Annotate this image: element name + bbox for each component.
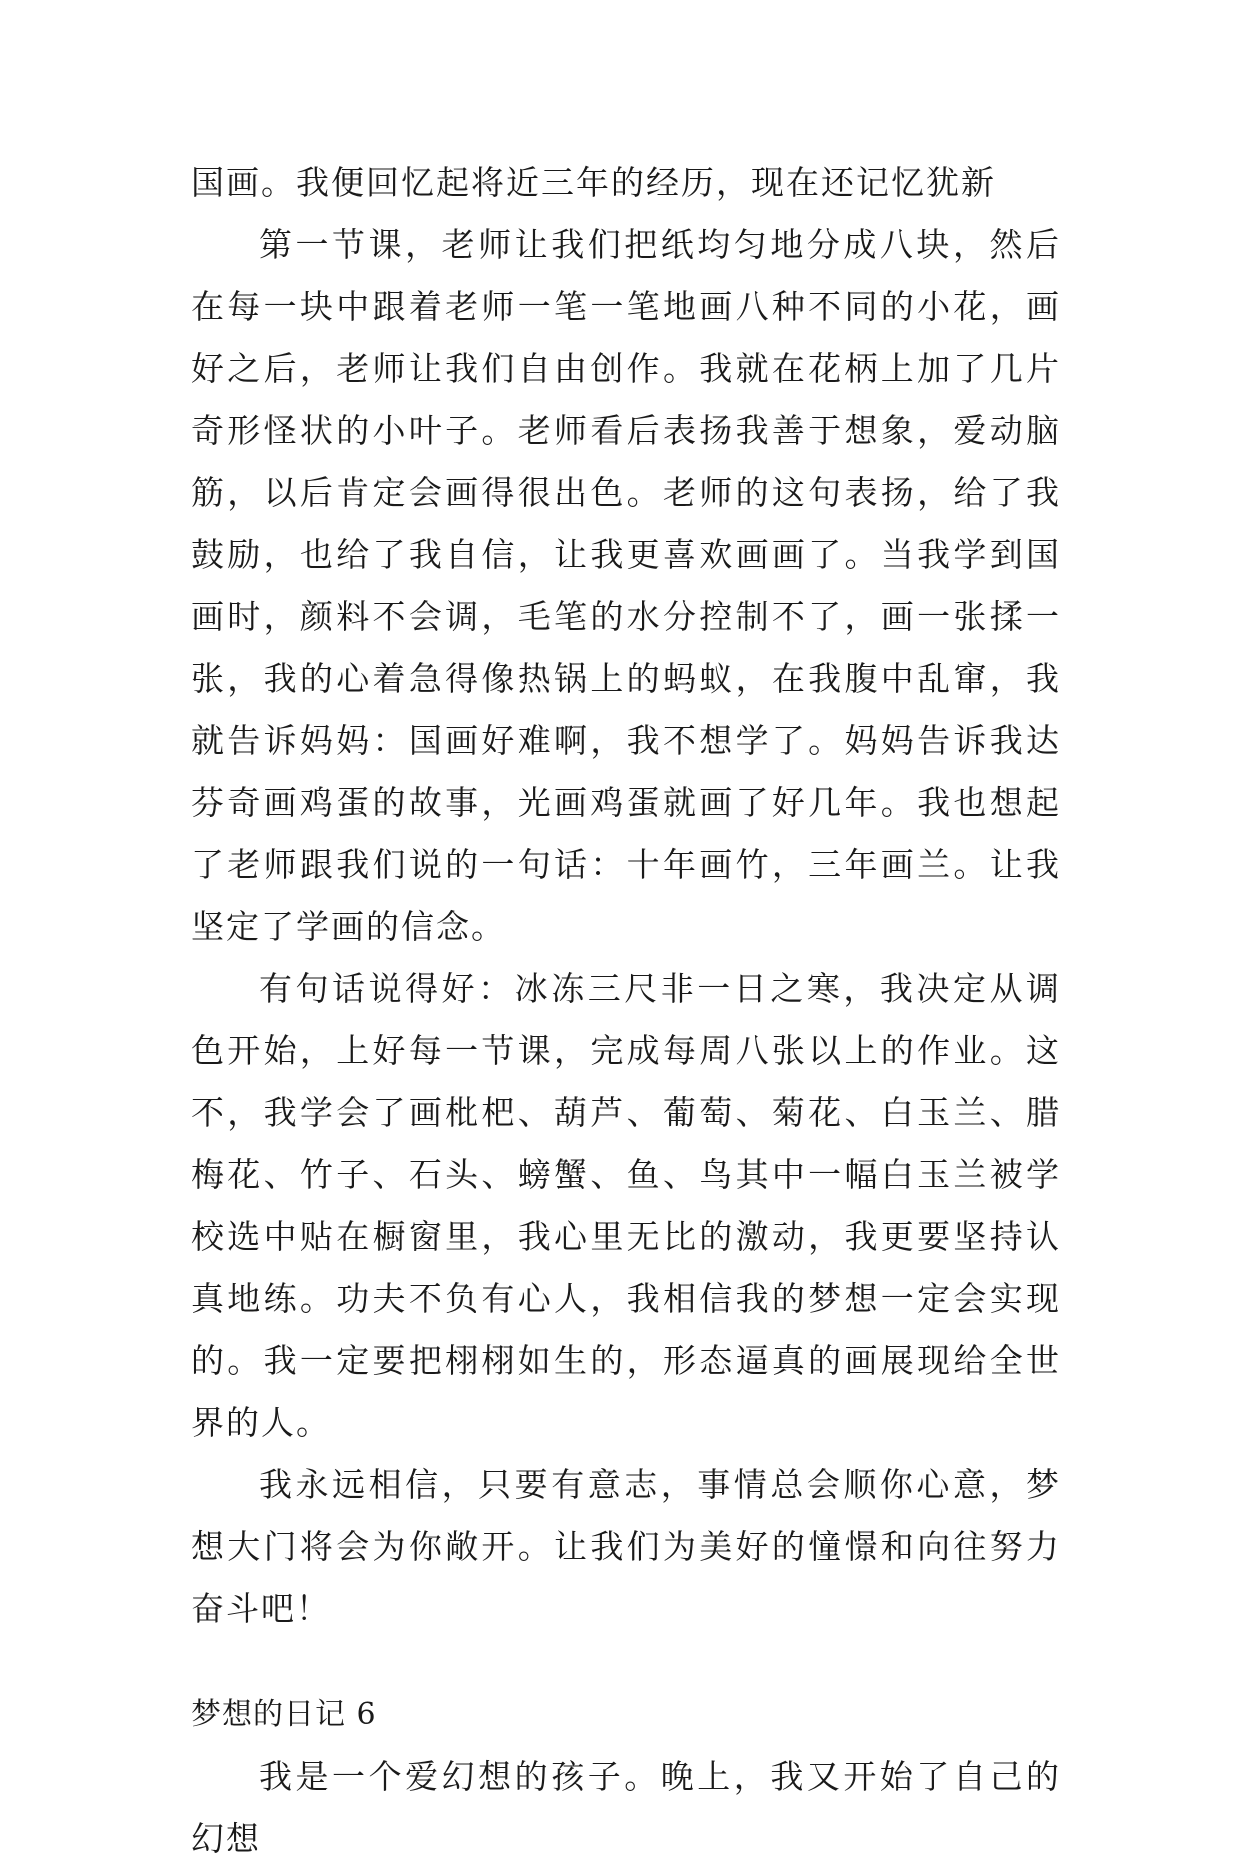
paragraph-conclusion: 我永远相信，只要有意志，事情总会顺你心意，梦想大门将会为你敞开。让我们为美好的憧憬和向往努力奋斗吧！ — [191, 1465, 1061, 1628]
paragraph-continuation: 国画。我便回忆起将近三年的经历，现在还记忆犹新 — [191, 163, 996, 202]
section-heading: 梦想的日记 6 — [191, 1697, 377, 1732]
paragraph-next-entry: 我是一个爱幻想的孩子。晚上，我又开始了自己的幻想 — [191, 1757, 1061, 1858]
document-body — [191, 152, 1061, 1870]
paragraph-practice: 有句话说得好：冰冻三尺非一日之寒，我决定从调色开始，上好每一节课，完成每周八张以上的作业。这不，我学会了画枇杷、葫芦、葡萄、菊花、白玉兰、腊梅花、竹子、石头、螃蟹、鱼、鸟其中一幅白玉兰被学校选中贴在橱窗里，我心里无比的激动，我更要坚持认真地练。功夫不负有心人，我相信我的梦想一定会实现的。我一定要把栩栩如生的，形态逼真的画展现给全世界的人。 — [191, 969, 1061, 1442]
paragraph-first-lesson: 第一节课，老师让我们把纸均匀地分成八块，然后在每一块中跟着老师一笔一笔地画八种不同的小花，画好之后，老师让我们自由创作。我就在花柄上加了几片奇形怪状的小叶子。老师看后表扬我善于想象，爱动脑筋，以后肯定会画得很出色。老师的这句表扬，给了我鼓励，也给了我自信，让我更喜欢画画了。当我学到国画时，颜料不会调，毛笔的水分控制不了，画一张揉一张，我的心着急得像热锅上的蚂蚁，在我腹中乱窜，我就告诉妈妈：国画好难啊，我不想学了。妈妈告诉我达芬奇画鸡蛋的故事，光画鸡蛋就画了好几年。我也想起了老师跟我们说的一句话：十年画竹，三年画兰。让我坚定了学画的信念。 — [191, 225, 1061, 946]
